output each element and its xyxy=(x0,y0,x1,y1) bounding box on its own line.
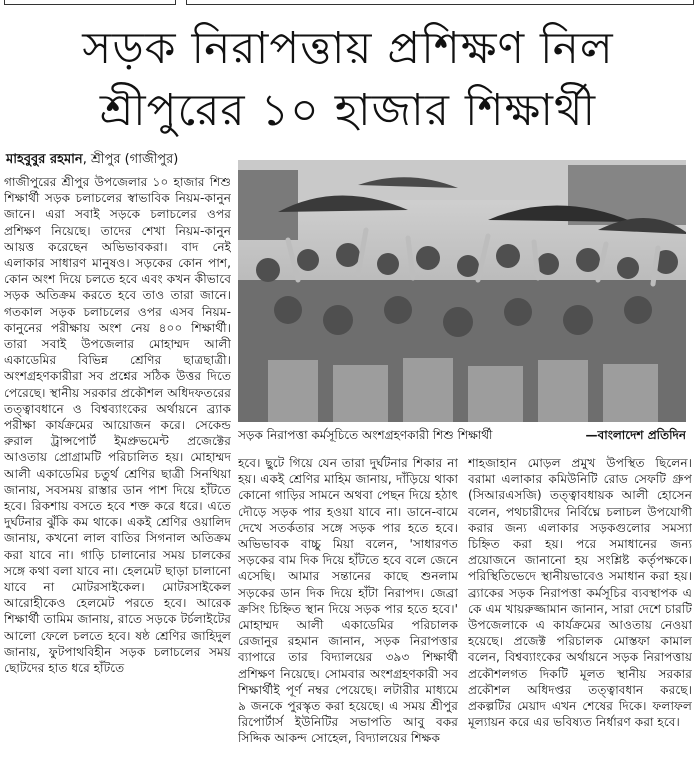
headline-line1: সড়ক নিরাপত্তায় প্রশিক্ষণ নিল xyxy=(82,23,614,74)
article-column-3 xyxy=(468,455,692,783)
photo-caption-text: সড়ক নিরাপত্তা কর্মসূচিতে অংশগ্রহণকারী শিশু শিক্ষার্থী xyxy=(238,428,493,442)
photo-caption xyxy=(238,424,686,446)
article-column-2 xyxy=(238,455,458,783)
article-text-1: গাজীপুরের শ্রীপুর উপজেলার ১০ হাজার শিশু শিক্ষার্থী সড়ক চলাচলের স্বাভাবিক নিয়ম-কানুন জানে। এরা সবাই সড়কে চলাচলের ওপর প্রশিক্ষণ নিয়েছে। তাদের শেখা নিয়ম-কানুন আয়ত্ত করেছেন অভিভাবকরা। বাদ নেই এলাকার সাধারণ মানুষও। সড়কের কোন পাশ, কোন অংশ দিয়ে চলতে হবে এবং কখন কীভাবে সড়ক অতিক্রম করতে হবে তাও তারা জানে। গতকাল সড়ক চলাচলের ওপর এসব নিয়ম-কানুনের পরীক্ষায় অংশ নেয় ৪০০ শিক্ষার্থী। তারা সবাই উপজেলার মোহাম্মদ আলী একাডেমির বিভিন্ন শ্রেণির ছাত্রছাত্রী। অংশগ্রহণকারীরা সব প্রশ্নের সঠিক উত্তর দিতে পেরেছে। স্থানীয় সরকার প্রকৌশল অধিদফতরের তত্ত্বাবধানে ও বিশ্বব্যাংকের অর্থায়নে ব্র্যাক পরীক্ষা কার্যক্রমের আয়োজন করে। সেকেন্ড রুরাল ট্রান্সপোর্ট ইমপ্রুভমেন্ট প্রজেক্টের আওতায় প্রোগ্রামটি পরিচালিত হয়। মোহাম্মদ আলী একাডেমির চতুর্থ শ্রেণির ছাত্রী সিনথিয়া জানায়, সবসময় রাস্তার ডান পাশ দিয়ে হাঁটতে হবে। রিকশায় বসতে হবে শক্ত করে ধরে। এতে দুর্ঘটনার ঝুঁকি কম থাকে। একই শ্রেণির ওয়ালিদ জানায়, কখনো লাল বাতির সিগনাল অতিক্রম করা যাবে না। গাড়ি চালানোর সময় চালকের সঙ্গে কথা বলা যাবে না। হেলমেট ছাড়া চালানো যাবে না মোটরসাইকেল। মোটরসাইকেল আরোহীকেও হেলমেট পরতে হবে। আরেক শিক্ষার্থী তামিম জানায়, রাতে সড়কে টর্চলাইটের আলো ফেলে চলতে হবে। ষষ্ঠ শ্রেণির জাহিদুল জানায়, ফুটপাথবিহীন সড়ক চলাচলের সময় ছোটদের হাত ধরে হাঁটতে xyxy=(4,175,231,676)
article-text-2: হবে। ছুটে গিয়ে যেন তারা দুর্ঘটনার শিকার না হয়। একই শ্রেণির মাহিম জানায়, দাঁড়িয়ে থাকা কোনো গাড়ির সামনে অথবা পেছন দিয়ে হঠাৎ দৌড়ে সড়ক পার হওয়া যাবে না। ডানে-বামে দেখে সতর্কতার সঙ্গে সড়ক পার হতে হবে। অভিভাবক বাচ্চু মিয়া বলেন, 'সাধারণত সড়কের বাম দিক দিয়ে হাঁটতে হবে বলে জেনে এসেছি। আমার সন্তানের কাছে শুনলাম সড়কের ডান দিক দিয়ে হাঁটা নিরাপদ। জেব্রা ক্রসিং চিহ্নিত স্থান দিয়ে সড়ক পার হতে হবে।' মোহাম্মদ আলী একাডেমির পরিচালক রেজানুর রহমান জানান, সড়ক নিরাপত্তার ব্যাপারে তার বিদ্যালয়ের ৩৯৩ শিক্ষার্থী প্রশিক্ষণ নিয়েছে। সোমবার অংশগ্রহণকারী সব শিক্ষার্থীই পূর্ণ নম্বর পেয়েছে। লটারীর মাধ্যমে ৯ জনকে পুরস্কৃত করা হয়েছে। এ সময় শ্রীপুর রিপোর্টার্স ইউনিটির সভাপতি আবু বকর সিদ্দিক আকন্দ সোহেল, বিদ্যালয়ের শিক্ষক xyxy=(238,456,458,746)
top-rule-right xyxy=(186,0,694,5)
headline xyxy=(6,18,690,142)
top-rule-left xyxy=(4,0,176,5)
headline-line2: শ্রীপুরের ১০ হাজার শিক্ষার্থী xyxy=(99,85,597,136)
students-crowd-photo xyxy=(238,160,686,422)
article-column-1 xyxy=(4,174,231,783)
byline-location: , শ্রীপুর (গাজীপুর) xyxy=(82,152,179,167)
byline xyxy=(6,150,246,170)
photo-credit: —বাংলাদেশ প্রতিদিন xyxy=(585,428,686,442)
byline-name: মাহবুবুর রহমান xyxy=(6,152,83,167)
top-rule xyxy=(0,0,696,6)
article-text-3: শাহজাহান মোড়ল প্রমুখ উপস্থিত ছিলেন। বরামা এলাকার কমিউনিটি রোড সেফটি গ্রুপ (সিআরএসজি) তত্ত্বাবধায়ক আলী হোসেন বলেন, পথচারীদের নির্বিঘ্নে চলাচল উপযোগী করার জন্য এলাকার সড়কগুলোর সমস্যা চিহ্নিত করা হয়। পরে সমাধানের জন্য প্রয়োজনে জানানো হয় সংশ্লিষ্ট কর্তৃপক্ষকে। পরিস্থিতিভেদে স্থানীয়ভাবেও সমাধান করা হয়। ব্র্যাকের সড়ক নিরাপত্তা কর্মসূচির ব্যবস্থাপক এ কে এম খায়রুজ্জামান জানান, সারা দেশে চারটি উপজেলাকে এ কার্যক্রমের আওতায় নেওয়া হয়েছে। প্রজেক্ট পরিচালক মোস্তফা কামাল বলেন, বিশ্বব্যাংকের অর্থায়নে সড়ক নিরাপত্তায় প্রকৌশলগত দিকটি মূলত স্থানীয় সরকার প্রকৌশল অধিদপ্তর তত্ত্বাবধান করছে। প্রকল্পটির মেয়াদ এখন শেষের দিকে। ফলাফল মূল্যায়ন করে এর ভবিষ্যত নির্ধারণ করা হবে। xyxy=(468,456,692,730)
news-photo xyxy=(238,160,686,422)
